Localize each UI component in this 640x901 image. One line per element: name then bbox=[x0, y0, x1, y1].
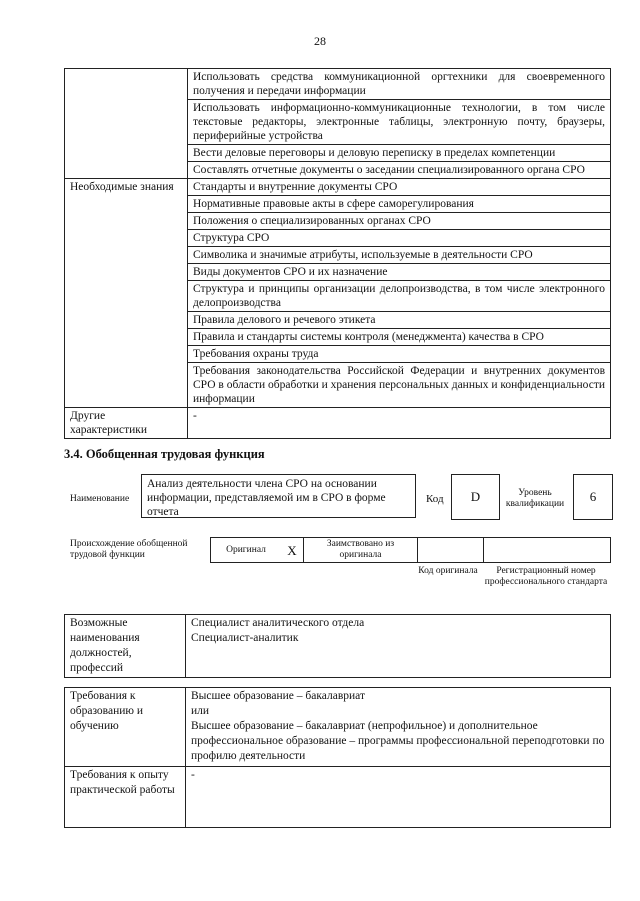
education-values bbox=[186, 688, 611, 767]
origin-label: Происхождение обобщенной трудовой функции bbox=[70, 539, 188, 560]
table-row bbox=[65, 615, 611, 678]
borrowed-label: Заимствовано из оригинала bbox=[304, 538, 418, 563]
section-heading: 3.4. Обобщенная трудовая функция bbox=[64, 447, 265, 461]
other-label: Другие характеристики bbox=[65, 408, 188, 439]
knowledge-cell: Виды документов СРО и их назначение bbox=[188, 264, 611, 281]
position-item: Специалист аналитического отдела bbox=[191, 617, 365, 629]
reg-number-caption: Регистрационный номер профессионального стандарта bbox=[484, 566, 608, 587]
code-label: Код bbox=[426, 493, 444, 505]
table-row bbox=[65, 767, 611, 828]
origin-table bbox=[210, 537, 611, 563]
skill-cell: Использовать средства коммуникационной оргтехники для своевременного получения и передачи информации bbox=[188, 69, 611, 100]
positions-values bbox=[186, 615, 611, 678]
positions-label: Возможные наименования должностей, профессий bbox=[65, 615, 186, 678]
knowledge-cell: Стандарты и внутренние документы СРО bbox=[188, 179, 611, 196]
education-line: Высшее образование – бакалавриат bbox=[191, 690, 365, 702]
knowledge-cell: Требования законодательства Российской Федерации и внутренних документов СРО в области обработки и хранения персональных данных и конфиденциальности информации bbox=[188, 363, 611, 408]
reg-number-cell bbox=[484, 538, 611, 563]
original-label: Оригинал bbox=[211, 538, 282, 563]
knowledge-cell: Положения о специализированных органах СРО bbox=[188, 213, 611, 230]
table-row bbox=[65, 179, 611, 196]
knowledge-cell: Требования охраны труда bbox=[188, 346, 611, 363]
skill-cell: Составлять отчетные документы о заседании специализированного органа СРО bbox=[188, 162, 611, 179]
table-row bbox=[65, 408, 611, 439]
skill-cell: Вести деловые переговоры и деловую переписку в пределах компетенции bbox=[188, 145, 611, 162]
experience-label: Требования к опыту практической работы bbox=[65, 767, 186, 828]
knowledge-cell: Структура СРО bbox=[188, 230, 611, 247]
skills-knowledge-table bbox=[64, 68, 611, 439]
requirements-table bbox=[64, 687, 611, 828]
other-value: - bbox=[188, 408, 611, 439]
knowledge-cell: Правила и стандарты системы контроля (менеджмента) качества в СРО bbox=[188, 329, 611, 346]
education-line: Высшее образование – бакалавриат (непрофильное) и дополнительное профессиональное образование – программы профессиональной переподготовки по профилю деятельности bbox=[191, 720, 605, 762]
experience-value: - bbox=[186, 767, 611, 828]
knowledge-cell: Структура и принципы организации делопроизводства, в том числе электронного делопроизводства bbox=[188, 281, 611, 312]
education-line: или bbox=[191, 705, 210, 717]
function-name-box: Анализ деятельности члена СРО на основании информации, представляемой им в СРО в форме отчета bbox=[141, 474, 416, 518]
table-row bbox=[65, 69, 611, 100]
page-number: 28 bbox=[314, 34, 326, 48]
knowledge-cell: Нормативные правовые акты в сфере саморегулирования bbox=[188, 196, 611, 213]
name-label: Наименование bbox=[70, 494, 130, 504]
code-value: D bbox=[451, 474, 500, 520]
original-mark: X bbox=[281, 538, 304, 563]
education-label: Требования к образованию и обучению bbox=[65, 688, 186, 767]
positions-table bbox=[64, 614, 611, 678]
table-row bbox=[65, 688, 611, 767]
skill-cell: Использовать информационно-коммуникационные технологии, в том числе текстовые редакторы, электронные таблицы, электронную почту, браузеры, периферийные устройства bbox=[188, 100, 611, 145]
position-item: Специалист-аналитик bbox=[191, 632, 299, 644]
empty-label-cell bbox=[65, 69, 188, 179]
code-original-caption: Код оригинала bbox=[418, 566, 478, 576]
level-label: Уровень квалификации bbox=[505, 488, 565, 509]
code-original-cell bbox=[418, 538, 484, 563]
level-value: 6 bbox=[573, 474, 613, 520]
knowledge-cell: Символика и значимые атрибуты, используемые в деятельности СРО bbox=[188, 247, 611, 264]
knowledge-cell: Правила делового и речевого этикета bbox=[188, 312, 611, 329]
table-row bbox=[211, 538, 611, 563]
knowledge-label: Необходимые знания bbox=[65, 179, 188, 408]
